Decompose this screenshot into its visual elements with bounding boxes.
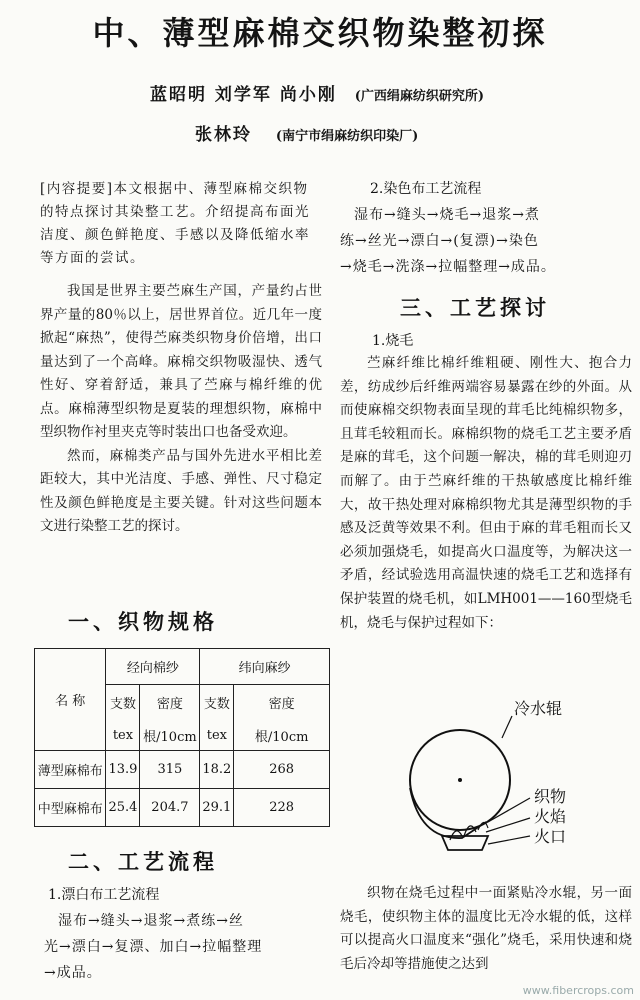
bleach-flow-line: 光→漂白→复漂、加白→拉幅整理	[44, 939, 263, 955]
leader-line-burner	[488, 836, 530, 844]
fabric-spec-table	[34, 648, 330, 827]
warp-count-unit: tex	[106, 721, 140, 751]
bleach-flow	[44, 908, 328, 986]
singeing-heading: 1.烧毛	[372, 333, 414, 349]
row-weft-density: 268	[234, 751, 330, 789]
author-line-1	[150, 80, 484, 105]
leader-line-roller	[502, 716, 512, 738]
intro-paragraph-2: 然而，麻棉类产品与国外先进水平相比差距较大，其中光洁度、手感、弹性、尺寸稳定性及颜色鲜艳度是主要关键。针对这些问题本文进行染整工艺的探讨。	[40, 447, 322, 534]
singeing-diagram	[390, 690, 586, 870]
singeing-text	[340, 352, 632, 635]
paper-title: 中、薄型麻棉交织物染整初探	[92, 14, 548, 52]
affiliation-2: (南宁市绢麻纺织印染厂)	[275, 129, 419, 144]
table-header-weft: 纬向麻纱	[200, 649, 330, 685]
affiliation-1: (广西绢麻纺织研究所)	[354, 89, 485, 104]
dye-flow-heading: 2.染色布工艺流程	[370, 181, 482, 197]
warp-density-unit: 根/10cm	[140, 721, 200, 751]
warp-count-label: 支数	[106, 685, 140, 721]
intro-paragraph-1: 我国是世界主要苎麻生产国，产量约占世界产量的80％以上，居世界首位。近几年一度掀起“麻热”，使得苎麻类织物身价倍增，出口量达到了一个高峰。麻棉交织物吸湿快、透气性好、穿着舒适，兼具了苎麻与棉纤维的优点。麻棉薄型织物是夏装的理想织物，麻棉中型织物作衬里夹克等时装出口也备受欢迎。	[40, 283, 322, 440]
authors-names-2: 张林玲	[195, 125, 252, 145]
row-warp-density: 315	[140, 751, 200, 789]
label-fabric: 织物	[534, 789, 567, 806]
singeing-paragraph-2: 织物在烧毛过程中一面紧贴冷水辊，另一面烧毛，使织物主体的温度比无冷水辊的低，这样可以提高火口温度来“强化”烧毛，采用快速和烧毛后冷却等措施使之达到	[340, 885, 632, 972]
bleach-flow-heading: 1.漂白布工艺流程	[48, 887, 160, 903]
label-roller: 冷水辊	[514, 701, 563, 718]
introduction	[40, 280, 322, 539]
section-2-heading: 二、工艺流程	[68, 850, 218, 874]
weft-density-label: 密度	[234, 685, 330, 721]
row-weft-tex: 29.1	[200, 789, 234, 827]
section-3-heading: 三、工艺探讨	[400, 296, 550, 320]
weft-density-unit: 根/10cm	[234, 721, 330, 751]
authors-names-1: 蓝昭明 刘学军 尚小刚	[150, 85, 337, 105]
dye-flow-line: 湿布→缝头→烧毛→退浆→煮	[354, 207, 540, 223]
watermark: www.fibercrops.com	[522, 984, 634, 997]
row-weft-density: 228	[234, 789, 330, 827]
roller-center	[458, 778, 462, 782]
leader-line-flame	[486, 818, 530, 832]
table-header-name: 名 称	[35, 649, 106, 751]
table-header-warp: 经向棉纱	[106, 649, 200, 685]
abstract-label: [内容提要]	[40, 181, 114, 197]
singeing-paragraph-1: 苎麻纤维比棉纤维粗硬、刚性大、抱合力差，纺成纱后纤维两端容易暴露在纱的外面。从而使麻棉交织物表面呈现的茸毛比纯棉织物多，且茸毛较粗而长。麻棉织物的烧毛工艺主要矛盾是麻的茸毛，这个问题一解决，棉的茸毛则迎刃而解了。由于苎麻纤维的干热敏感度比棉纤维大，故干热处理对麻棉织物尤其是薄型织物的手感及泛黄等效果不利。但由于麻的茸毛粗而长又必须加强烧毛，如提高火口温度等，为解决这一矛盾，经试验选用高温快速的烧毛工艺和选择有保护装置的烧毛机，如LMH001——160型烧毛机，烧毛与保护过程如下：	[340, 355, 632, 631]
table-row	[35, 751, 330, 789]
abstract	[40, 178, 322, 270]
dye-flow-line: 练→丝光→漂白→(复漂)→染色	[340, 233, 539, 249]
row-warp-tex: 25.4	[106, 789, 140, 827]
label-burner: 火口	[534, 829, 567, 846]
bleach-flow-line: →成品。	[44, 965, 102, 981]
section-1-heading: 一、织物规格	[68, 610, 218, 634]
dye-flow	[340, 202, 636, 280]
row-name: 薄型麻棉布	[35, 751, 106, 789]
row-warp-density: 204.7	[140, 789, 200, 827]
row-name: 中型麻棉布	[35, 789, 106, 827]
burner-shape	[442, 836, 488, 850]
row-weft-tex: 18.2	[200, 751, 234, 789]
label-flame: 火焰	[534, 809, 567, 826]
dye-flow-line: →烧毛→洗涤→拉幅整理→成品。	[340, 259, 556, 275]
row-warp-tex: 13.9	[106, 751, 140, 789]
abstract-text: 本文根据中、薄型麻棉交织物的特点探讨其染整工艺。介绍提高布面光洁度、颜色鲜艳度、手感以及降低缩水率等方面的尝试。	[40, 181, 310, 266]
bleach-flow-line: 湿布→缝头→退浆→煮练→丝	[58, 913, 244, 929]
warp-density-label: 密度	[140, 685, 200, 721]
weft-count-unit: tex	[200, 721, 234, 751]
weft-count-label: 支数	[200, 685, 234, 721]
singeing-text-2	[340, 882, 632, 976]
table-row	[35, 789, 330, 827]
author-line-2	[195, 120, 418, 145]
leader-line-fabric	[488, 798, 530, 822]
